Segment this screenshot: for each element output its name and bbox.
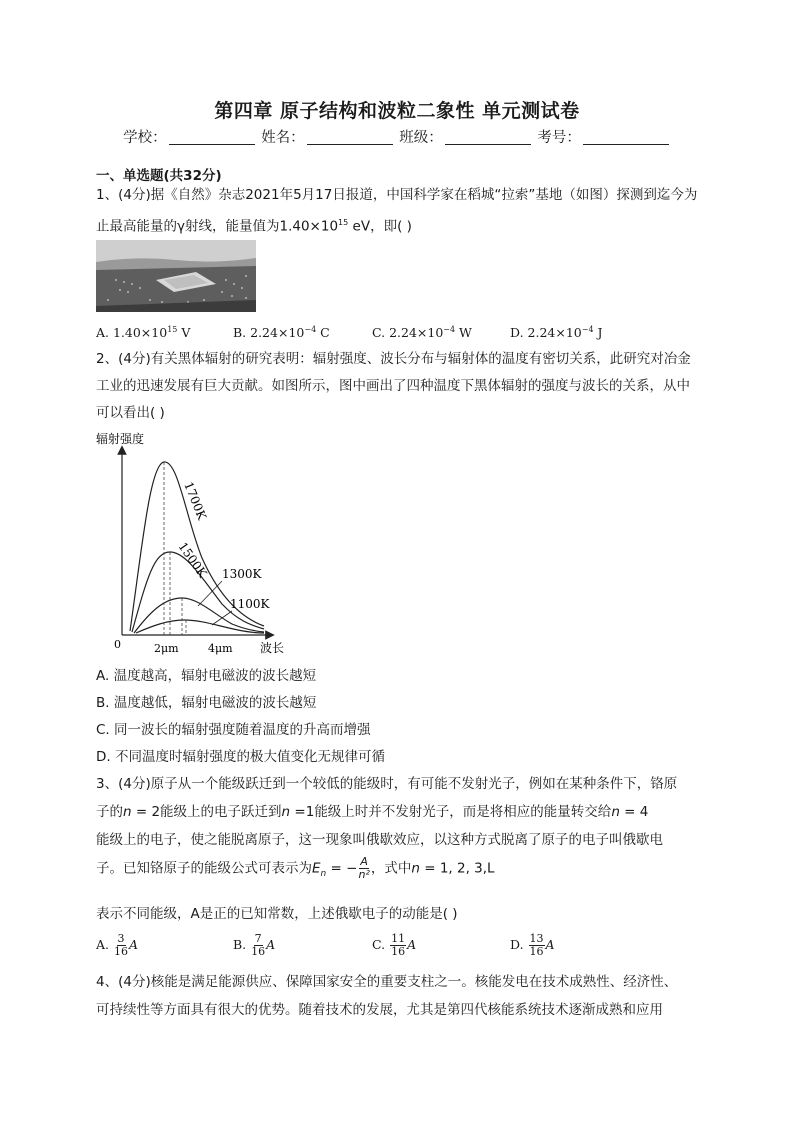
school-blank xyxy=(169,130,255,145)
q1-option-a-text: A. 1.40×10 xyxy=(96,325,168,341)
q4-line-2: 可持续性等方面具有很大的优势。随着技术的发展，尤其是第四代核能系统技术逐渐成熟和应用 xyxy=(96,1002,663,1018)
q3-l4-b: ，式中 xyxy=(370,860,412,877)
q3-b-num: 7 xyxy=(254,932,262,945)
label-1500k: 1500K xyxy=(175,539,210,581)
q3-c-num: 11 xyxy=(391,932,406,945)
q3-formula-den: n² xyxy=(358,868,370,881)
q3-c-var: A xyxy=(407,937,417,952)
q3-l2-eq3: = 4 xyxy=(619,804,649,820)
lhaaso-base-photo xyxy=(96,240,256,312)
q3-b-label: B. xyxy=(233,937,247,952)
q3-formula-frac xyxy=(358,856,369,881)
q3-a-frac xyxy=(114,933,128,958)
q2-option-b[interactable]: B. 温度越低，辐射电磁波的波长越短 xyxy=(96,695,317,711)
question-1-text xyxy=(96,182,700,241)
q1-option-d[interactable] xyxy=(510,325,603,340)
q3-d-den: 16 xyxy=(529,945,544,958)
q1-option-c[interactable] xyxy=(372,325,472,340)
q1-option-b-text: B. 2.24×10 xyxy=(233,325,305,341)
q3-a-den: 16 xyxy=(114,945,128,958)
q1-option-d-text: D. 2.24×10 xyxy=(510,325,582,341)
q3-a-var: A xyxy=(129,937,139,952)
exam-no-label: 考号： xyxy=(537,130,581,146)
name-label: 姓名： xyxy=(261,130,305,146)
chart-origin-label: 0 xyxy=(114,638,121,651)
q1-option-a-unit: V xyxy=(177,325,191,341)
photo-illustration xyxy=(96,240,256,312)
q3-l2-eq2: =1 xyxy=(290,804,315,820)
q1-option-b-unit: C xyxy=(316,325,330,341)
q3-option-d[interactable] xyxy=(510,933,555,958)
q3-b-den: 16 xyxy=(251,945,266,958)
q3-l2-n3: n xyxy=(611,804,620,820)
q3-c-label: C. xyxy=(372,937,386,952)
q3-line-4 xyxy=(96,856,495,881)
q1-text-main: 1、(4分)据《自然》杂志2021年5月17日报道，中国科学家在稻城“拉索”基地（如图）探测到迄今为止最高能量的γ射线，能量值为1.40×10 xyxy=(96,187,698,235)
class-label: 班级： xyxy=(399,130,443,146)
q1-option-b-exp: −4 xyxy=(304,325,317,334)
exam-no-blank xyxy=(583,130,669,145)
q3-formula-eq: = − xyxy=(326,860,358,877)
q3-l2-n2: n xyxy=(281,804,291,820)
q3-c-frac xyxy=(390,933,406,958)
q3-d-frac xyxy=(529,933,545,958)
chart-y-label: 辐射强度 xyxy=(96,432,145,446)
q3-l2-n1: n xyxy=(123,804,132,820)
name-blank xyxy=(307,130,393,145)
q3-l4-d: = 1, 2, 3,L xyxy=(419,860,495,877)
q1-text-exp: 15 xyxy=(338,218,349,227)
q3-l4-n: n xyxy=(411,860,420,877)
q3-d-num: 13 xyxy=(529,932,544,945)
q1-option-c-unit: W xyxy=(455,325,472,341)
blackbody-radiation-chart xyxy=(92,428,292,660)
chart-tick-2um: 2μm xyxy=(154,642,179,655)
class-blank xyxy=(445,130,531,145)
q1-option-d-exp: −4 xyxy=(581,325,594,334)
q3-l2-g: 能级上时并不发射光子，而是将相应的能量转交给 xyxy=(314,804,612,820)
q1-option-a[interactable] xyxy=(96,325,190,340)
q1-option-c-exp: −4 xyxy=(443,325,456,334)
q2-option-c[interactable]: C. 同一波长的辐射强度随着温度的升高而增强 xyxy=(96,722,371,738)
q2-option-a[interactable]: A. 温度越高，辐射电磁波的波长越短 xyxy=(96,668,317,684)
q3-b-frac xyxy=(251,933,265,958)
q3-c-den: 16 xyxy=(391,945,406,958)
label-1300k-pointer xyxy=(198,581,222,606)
question-2-text: 2、(4分)有关黑体辐射的研究表明：辐射强度、波长分布与辐射体的温度有密切关系，此研究对冶金工业的迅速发展有巨大贡献。如图所示，图中画出了四种温度下黑体辐射的强度与波长的关系，从中可以看出( ) xyxy=(96,351,691,421)
q3-l2-d: 能级上的电子跃迁到 xyxy=(160,804,282,820)
chart-tick-4um: 4μm xyxy=(208,642,233,655)
q1-option-c-text: C. 2.24×10 xyxy=(372,325,444,341)
label-1300k: 1300K xyxy=(222,567,262,581)
section-heading: 一、单选题(共32分) xyxy=(96,168,222,184)
q3-l2-a: 子的 xyxy=(96,804,123,820)
q3-line-1: 3、(4分)原子从一个能级跃迁到一个较低的能级时，有可能不发射光子，例如在某种条件下，铬原 xyxy=(96,776,678,792)
q3-a-num: 3 xyxy=(117,932,125,945)
q3-formula-e: E xyxy=(312,860,321,877)
student-info-row xyxy=(0,126,794,147)
q3-formula-sub: n xyxy=(320,869,327,880)
q1-option-a-exp: 15 xyxy=(167,325,178,334)
q3-line-2 xyxy=(96,800,648,820)
q2-option-d[interactable]: D. 不同温度时辐射强度的极大值变化无规律可循 xyxy=(96,749,385,765)
chart-x-label: 波长 xyxy=(260,641,285,655)
q3-line-5: 表示不同能级，A是正的已知常数，上述俄歇电子的动能是( ) xyxy=(96,906,458,922)
q3-l2-eq1: = 2 xyxy=(131,804,161,820)
label-1700k: 1700K xyxy=(181,479,210,522)
q3-formula-num: A xyxy=(360,855,368,868)
q3-option-c[interactable] xyxy=(372,933,416,958)
q3-option-a[interactable] xyxy=(96,933,138,958)
label-1100k: 1100K xyxy=(230,597,270,611)
q3-d-label: D. xyxy=(510,937,524,952)
q3-l4-a: 子。已知铬原子的能级公式可表示为 xyxy=(96,860,312,877)
q1-option-b[interactable] xyxy=(233,325,330,340)
page-title: 第四章 原子结构和波粒二象性 单元测试卷 xyxy=(214,100,580,122)
q3-line-3: 能级上的电子，使之能脱离原子，这一现象叫俄歇效应，以这种方式脱离了原子的电子叫俄歇电 xyxy=(96,832,663,848)
q3-option-b[interactable] xyxy=(233,933,275,958)
q3-d-var: A xyxy=(545,937,555,952)
school-label: 学校： xyxy=(123,130,167,146)
q1-text-end: eV，即( ) xyxy=(348,218,412,235)
q3-b-var: A xyxy=(266,937,276,952)
q3-a-label: A. xyxy=(96,937,110,952)
q1-option-d-unit: J xyxy=(593,325,603,341)
q4-line-1: 4、(4分)核能是满足能源供应、保障国家安全的重要支柱之一。核能发电在技术成熟性、经济性、 xyxy=(96,974,678,990)
